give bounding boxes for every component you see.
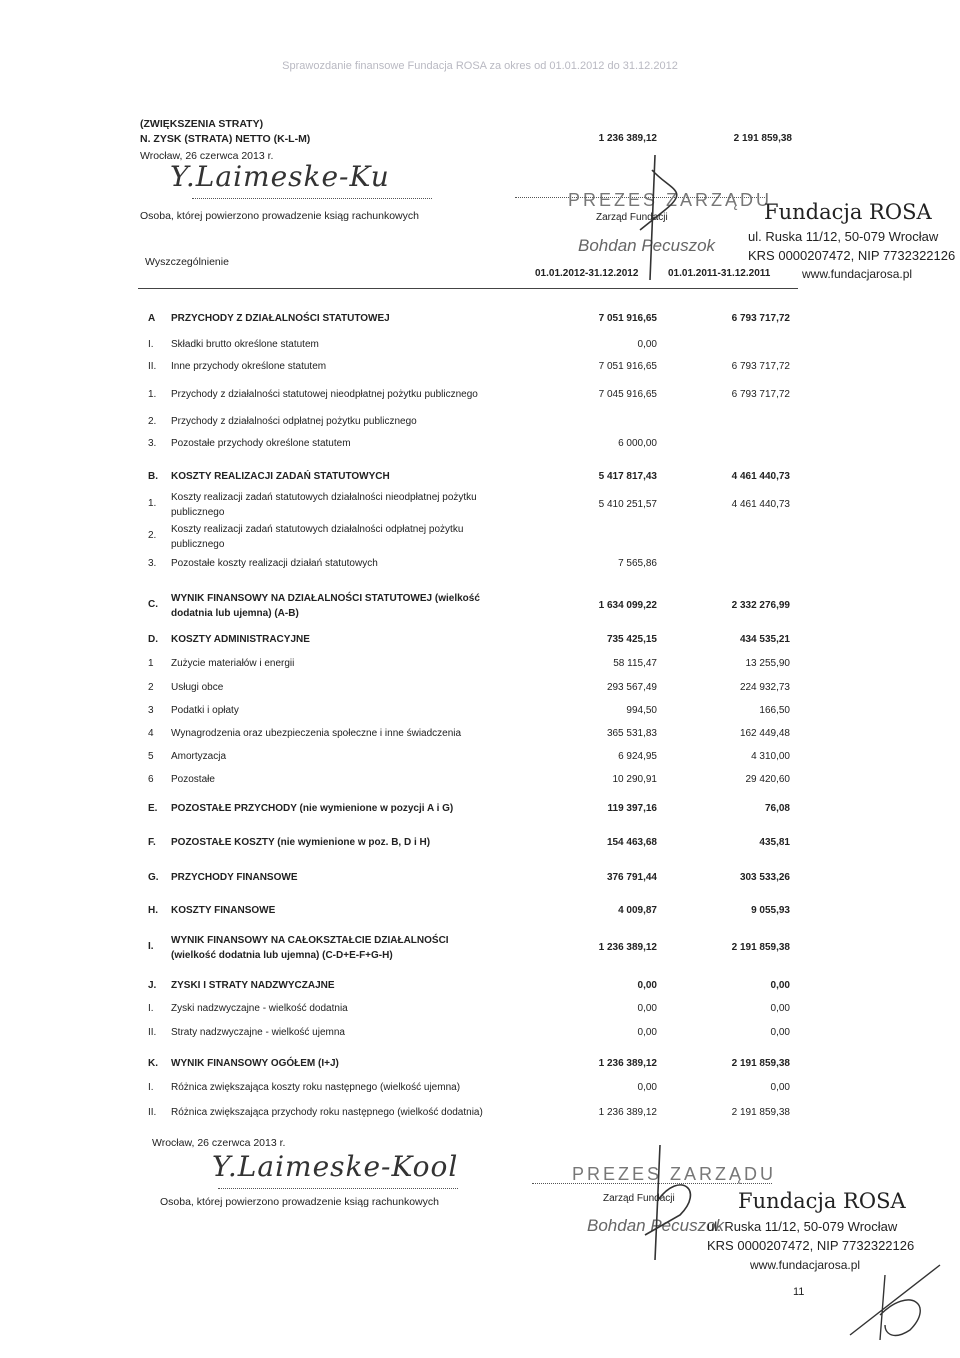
row-index: II.	[148, 1107, 157, 1118]
stamp1-krs: KRS 0000207472, NIP 7732322126	[748, 248, 956, 263]
column-label: Wyszczególnienie	[145, 256, 229, 268]
row-value-2011: 2 191 859,38	[731, 1058, 790, 1069]
row-label-continued: publicznego	[171, 539, 225, 550]
row-label: KOSZTY ADMINISTRACYJNE	[171, 634, 310, 645]
row-index: 1.	[148, 389, 157, 400]
bottom-place-date: Wrocław, 26 czerwca 2013 r.	[152, 1137, 286, 1149]
row-value-2012: 58 115,47	[613, 658, 657, 669]
row-value-2011: 4 461 440,73	[731, 499, 790, 510]
row-index: 4	[148, 728, 154, 739]
row-value-2011: 435,81	[759, 837, 790, 848]
row-label-continued: dodatnia lub ujemna) (A-B)	[171, 608, 299, 619]
stamp2-name: Bohdan Pecuszok	[587, 1216, 725, 1235]
row-value-2012: 7 051 916,65	[598, 361, 657, 372]
row-value-2012: 0,00	[637, 980, 657, 991]
top-person-label: Osoba, której powierzono prowadzenie ksiąg rachunkowych	[140, 210, 419, 222]
row-value-2012: 0,00	[637, 339, 657, 350]
row-value-2012: 0,00	[637, 1082, 657, 1093]
top-value-2011: 2 191 859,38	[733, 133, 792, 144]
row-label: POZOSTAŁE KOSZTY (nie wymienione w poz. B, D i H)	[171, 837, 431, 848]
row-label: KOSZTY REALIZACJI ZADAŃ STATUTOWYCH	[171, 471, 390, 482]
row-label: Koszty realizacji zadań statutowych działalności odpłatnej pożytku	[171, 524, 464, 535]
row-label: Pozostałe przychody określone statutem	[171, 438, 351, 449]
row-value-2012: 7 045 916,65	[598, 389, 657, 400]
row-label: Przychody z działalności statutowej nieodpłatnej pożytku publicznego	[171, 389, 478, 400]
page-header: Sprawozdanie finansowe Fundacja ROSA za okres od 01.01.2012 do 31.12.2012	[282, 60, 678, 72]
corner-initials-mark	[840, 1255, 950, 1345]
row-label: WYNIK FINANSOWY OGÓŁEM (I+J)	[171, 1058, 339, 1069]
row-index: I.	[148, 941, 154, 952]
stamp1-org: Fundacja ROSA	[764, 200, 932, 224]
stamp2-role: PREZES ZARZĄDU	[572, 1164, 777, 1184]
top-line-1: (ZWIĘKSZENIA STRATY)	[140, 118, 264, 130]
row-label: POZOSTAŁE PRZYCHODY (nie wymienione w pozycji A i G)	[171, 803, 454, 814]
row-value-2012: 1 236 389,12	[598, 1107, 657, 1118]
row-value-2011: 76,08	[764, 803, 790, 814]
row-index: 2.	[148, 416, 157, 427]
row-index: 3.	[148, 438, 157, 449]
row-value-2011: 6 793 717,72	[731, 389, 790, 400]
row-value-2012: 6 924,95	[618, 751, 657, 762]
row-label-continued: (wielkość dodatnia lub ujemna) (C-D+E-F+G-H)	[171, 950, 393, 961]
row-value-2011: 4 461 440,73	[731, 471, 790, 482]
row-value-2011: 13 255,90	[745, 658, 790, 669]
header-rule	[138, 288, 798, 289]
row-value-2011: 166,50	[759, 705, 790, 716]
row-value-2011: 0,00	[770, 1082, 790, 1093]
top-signature: Y.Laimeske-Ku	[170, 160, 390, 193]
row-index: A	[148, 313, 156, 324]
top-value-2012: 1 236 389,12	[598, 133, 657, 144]
row-label: Pozostałe koszty realizacji działań statutowych	[171, 558, 378, 569]
row-index: 2	[148, 682, 154, 693]
row-value-2012: 994,50	[626, 705, 657, 716]
row-value-2012: 0,00	[637, 1027, 657, 1038]
row-index: F.	[148, 837, 156, 848]
top-line-2: N. ZYSK (STRATA) NETTO (K-L-M)	[140, 133, 311, 145]
stamp2-subrole: Zarząd Fundacji	[603, 1193, 675, 1204]
row-label: Różnica zwiększająca koszty roku następnego (wielkość ujemna)	[171, 1082, 461, 1093]
row-value-2011: 9 055,93	[751, 905, 790, 916]
row-index: C.	[148, 599, 158, 610]
row-index: II.	[148, 361, 157, 372]
row-value-2012: 6 000,00	[618, 438, 657, 449]
row-value-2012: 1 236 389,12	[598, 942, 657, 953]
row-value-2012: 1 634 099,22	[598, 600, 657, 611]
row-label-continued: publicznego	[171, 507, 225, 518]
stamp2-krs: KRS 0000207472, NIP 7732322126	[707, 1238, 915, 1253]
column-period-2012: 01.01.2012-31.12.2012	[535, 268, 639, 279]
row-label: PRZYCHODY Z DZIAŁALNOŚCI STATUTOWEJ	[171, 313, 390, 324]
row-index: E.	[148, 803, 158, 814]
row-value-2011: 2 332 276,99	[731, 600, 790, 611]
row-label: KOSZTY FINANSOWE	[171, 905, 276, 916]
row-value-2012: 7 565,86	[618, 558, 657, 569]
row-label: Zyski nadzwyczajne - wielkość dodatnia	[171, 1003, 348, 1014]
row-index: I.	[148, 1082, 154, 1093]
row-value-2011: 224 932,73	[739, 682, 790, 693]
row-value-2011: 0,00	[770, 1027, 790, 1038]
stamp2-address: ul. Ruska 11/12, 50-079 Wrocław	[707, 1219, 898, 1234]
row-value-2011: 0,00	[770, 980, 790, 991]
row-index: H.	[148, 905, 158, 916]
row-label: PRZYCHODY FINANSOWE	[171, 872, 298, 883]
row-label: Koszty realizacji zadań statutowych działalności nieodpłatnej pożytku	[171, 492, 477, 503]
row-value-2012: 365 531,83	[606, 728, 657, 739]
stamp1-role: PREZES ZARZĄDU	[568, 190, 773, 210]
bottom-signature-line	[218, 1188, 458, 1189]
row-value-2011: 162 449,48	[739, 728, 790, 739]
row-label: Usługi obce	[171, 682, 224, 693]
row-index: 1	[148, 658, 154, 669]
row-value-2011: 2 191 859,38	[731, 942, 790, 953]
stamp1-subrole: Zarząd Fundacji	[596, 212, 668, 223]
row-index: K.	[148, 1058, 158, 1069]
row-value-2012: 0,00	[637, 1003, 657, 1014]
row-label: WYNIK FINANSOWY NA DZIAŁALNOŚCI STATUTOWEJ (wielkość	[171, 593, 480, 604]
bottom-person-label: Osoba, której powierzono prowadzenie ksiąg rachunkowych	[160, 1196, 439, 1208]
row-label: Różnica zwiększająca przychody roku następnego (wielkość dodatnia)	[171, 1107, 483, 1118]
row-index: I.	[148, 1003, 154, 1014]
row-value-2011: 2 191 859,38	[731, 1107, 790, 1118]
row-value-2011: 6 793 717,72	[731, 361, 790, 372]
stamp1-name: Bohdan Pecuszok	[578, 236, 716, 255]
row-value-2011: 303 533,26	[739, 872, 790, 883]
row-value-2011: 0,00	[770, 1003, 790, 1014]
row-label: Inne przychody określone statutem	[171, 361, 327, 372]
row-value-2011: 434 535,21	[739, 634, 790, 645]
top-signature-line	[192, 198, 432, 199]
row-value-2012: 293 567,49	[606, 682, 657, 693]
row-label: Pozostałe	[171, 774, 215, 785]
stamp2-org: Fundacja ROSA	[738, 1189, 906, 1213]
row-value-2012: 119 397,16	[607, 803, 657, 814]
row-value-2012: 735 425,15	[606, 634, 657, 645]
row-index: D.	[148, 634, 158, 645]
stamp1-www: www.fundacjarosa.pl	[802, 267, 913, 281]
row-index: 6	[148, 774, 154, 785]
row-index: J.	[148, 980, 157, 991]
row-label: Składki brutto określone statutem	[171, 339, 319, 350]
row-index: 3	[148, 705, 154, 716]
row-value-2012: 4 009,87	[618, 905, 657, 916]
row-value-2012: 376 791,44	[606, 872, 657, 883]
row-index: 5	[148, 751, 154, 762]
stamp2-www: www.fundacjarosa.pl	[750, 1258, 861, 1272]
row-index: 3.	[148, 558, 157, 569]
stamp1-address: ul. Ruska 11/12, 50-079 Wrocław	[748, 229, 939, 244]
row-value-2012: 7 051 916,65	[598, 313, 657, 324]
row-index: 1.	[148, 498, 157, 509]
row-value-2012: 10 290,91	[612, 774, 657, 785]
row-label: Zużycie materiałów i energii	[171, 658, 295, 669]
row-label: ZYSKI I STRATY NADZWYCZAJNE	[171, 980, 335, 991]
row-value-2012: 5 417 817,43	[598, 471, 657, 482]
row-value-2012: 5 410 251,57	[598, 499, 657, 510]
row-label: Straty nadzwyczajne - wielkość ujemna	[171, 1027, 345, 1038]
row-label: Amortyzacja	[171, 751, 227, 762]
row-label: Przychody z działalności odpłatnej pożytku publicznego	[171, 416, 417, 427]
column-period-2011: 01.01.2011-31.12.2011	[668, 268, 771, 279]
row-index: II.	[148, 1027, 157, 1038]
row-index: B.	[148, 471, 158, 482]
row-label: Podatki i opłaty	[171, 705, 239, 716]
row-label: WYNIK FINANSOWY NA CAŁOKSZTAŁCIE DZIAŁALNOŚCI	[171, 935, 449, 946]
row-value-2011: 29 420,60	[745, 774, 790, 785]
row-label: Wynagrodzenia oraz ubezpieczenia społeczne i inne świadczenia	[171, 728, 462, 739]
page-number: 11	[793, 1286, 805, 1298]
row-value-2012: 154 463,68	[606, 837, 657, 848]
bottom-signature: Y.Laimeske-Kool	[212, 1150, 459, 1183]
row-index: I.	[148, 339, 154, 350]
top-place-date: Wrocław, 26 czerwca 2013 r.	[140, 150, 274, 162]
row-value-2011: 4 310,00	[751, 751, 790, 762]
row-index: 2.	[148, 530, 157, 541]
row-value-2012: 1 236 389,12	[598, 1058, 657, 1069]
row-index: G.	[148, 872, 159, 883]
row-value-2011: 6 793 717,72	[731, 313, 790, 324]
